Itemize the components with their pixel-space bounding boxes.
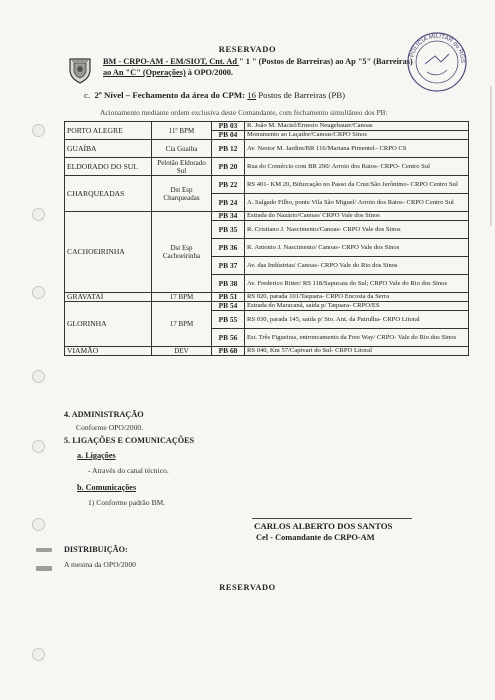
table-row: [65, 140, 469, 158]
city-cell: GLORINHA: [65, 302, 152, 347]
section-5b-text: 1) Conforme padrão BM.: [88, 498, 166, 507]
distribution-text: A mesma da OPO/2000: [64, 560, 136, 569]
pb-cell: PB 20: [212, 158, 245, 176]
table-row: [65, 122, 469, 131]
activation-note: Acionamento mediante ordem exclusiva deste Comandante, com fechamento simultâneo dos PB:: [100, 108, 388, 117]
ref-part-d: à OPO/2000.: [185, 68, 233, 77]
signatory-name: CARLOS ALBERTO DOS SANTOS: [254, 521, 393, 531]
pb-cell: PB 54: [212, 302, 245, 311]
location-cell: Estrada do Maracanã, saída p/ Taquara- CRPO/ES: [245, 302, 469, 311]
binder-clip: [36, 566, 52, 571]
table-row: [65, 176, 469, 194]
distribution-title: DISTRIBUIÇÃO:: [64, 545, 128, 554]
section-5-title: 5. LIGAÇÕES E COMUNICAÇÕES: [64, 436, 195, 445]
pb-cell: PB 55: [212, 311, 245, 329]
location-cell: RS 020, parada 101/Taquara- CRPO Encosta da Serra: [245, 293, 469, 302]
city-cell: PORTO ALEGRE: [65, 122, 152, 140]
pb-count-suffix: Postos de Barreiras (PB): [256, 90, 346, 100]
document-reference-line2: [103, 68, 233, 77]
location-cell: RS 030, parada 145, saída p/ Sto. Ant. da Patrulha- CRPO Litoral: [245, 311, 469, 329]
pb-cell: PB 12: [212, 140, 245, 158]
pb-cell: PB 04: [212, 131, 245, 140]
unit-cell: 11º BPM: [152, 122, 212, 140]
city-cell: GRAVATAÍ: [65, 293, 152, 302]
pb-cell: PB 03: [212, 122, 245, 131]
section-5a-title: a. Ligações: [77, 451, 116, 460]
location-cell: Av. Nestor M. Jardim/BR 116/Mariana Pimentel– CRPO CS: [245, 140, 469, 158]
pb-cell: PB 24: [212, 194, 245, 212]
binder-clip: [36, 548, 52, 552]
section-c-heading: [84, 90, 345, 100]
section-5b-title: b. Comunicações: [77, 483, 137, 492]
location-cell: Av. Frederico Ritter/ RS 118/Sapucaia do Sul; CRPO Vale do Rio dos Sinos: [245, 275, 469, 293]
table-row: [65, 347, 469, 356]
location-cell: Av. das Indústrias/ Canoas- CRPO Vale do Rio dos Sinos: [245, 257, 469, 275]
unit-cell: 17 BPM: [152, 293, 212, 302]
section-5a-text: - Através do canal técnico.: [88, 466, 169, 475]
section-c-title: 2º Nível – Fechamento da área do CPM:: [94, 90, 246, 100]
section-c-marker: c.: [84, 90, 91, 100]
page-edge-mark: [490, 86, 492, 226]
punch-hole: [32, 286, 45, 299]
punch-hole: [32, 648, 45, 661]
unit-cell: 17 BPM: [152, 302, 212, 347]
punch-hole: [32, 124, 45, 137]
location-cell: Estrada do Nazário/Canoas/ CRPO Vale dos Sinos: [245, 212, 469, 221]
svg-text:POLICIA MILITAR do RGS: POLICIA MILITAR do RGS: [409, 33, 466, 64]
section-4-text: Conforme OPO/2000.: [76, 423, 144, 432]
location-cell: RS 401- KM 20, Bifurcação no Passo da Cruz/São Jerônimo- CRPO Centro Sul: [245, 176, 469, 194]
city-cell: ELDORADO DO SUL: [65, 158, 152, 176]
crest-icon: [66, 56, 94, 84]
ref-part-c: ao An "C" (Operações): [103, 68, 186, 77]
location-cell: R. Antonio J. Nascimento/ Canoas- CRPO Vale dos Sinos: [245, 239, 469, 257]
table-row: [65, 158, 469, 176]
unit-cell: Dst Esp Cachoeirinha: [152, 212, 212, 293]
table-row: [65, 302, 469, 311]
table-row: [65, 212, 469, 221]
pb-cell: PB 34: [212, 212, 245, 221]
location-cell: Rua do Comércio com BR 290/ Arroio dos Ratos- CRPO- Centro Sul: [245, 158, 469, 176]
city-cell: VIAMÃO: [65, 347, 152, 356]
unit-cell: Dst Esp Charqueadas: [152, 176, 212, 212]
unit-cell: DEV: [152, 347, 212, 356]
header-classification: RESERVADO: [218, 44, 277, 54]
location-cell: Est. Três Figueiras, entroncamento da Free Way/ CRPO- Vale do Rio dos Sinos: [245, 329, 469, 347]
signatory-role: Cel - Comandante do CRPO-AM: [256, 533, 375, 542]
section-4-title: 4. ADMINISTRAÇÃO: [64, 410, 144, 419]
pb-cell: PB 36: [212, 239, 245, 257]
official-stamp-icon: [405, 30, 469, 94]
unit-cell: Cia Guaiba: [152, 140, 212, 158]
barrier-posts-table: [64, 121, 469, 356]
city-cell: CACHOEIRINHA: [65, 212, 152, 293]
pb-cell: PB 22: [212, 176, 245, 194]
pb-count: 16: [247, 90, 257, 100]
location-cell: R. João M. Maciel/Ernesto Neugebauer/Canoas: [245, 122, 469, 131]
location-cell: Monumento ao Laçador/Canoas/CRPO Sinos: [245, 131, 469, 140]
footer-classification: RESERVADO: [219, 583, 276, 592]
location-cell: A. Salgado Filho, ponte Vila São Miguel/ Arroio dos Ratos- CRPO Centro Sul: [245, 194, 469, 212]
location-cell: R. Cristiano J. Nascimento/Canoas- CRPO Vale dos Sinos: [245, 221, 469, 239]
punch-hole: [32, 440, 45, 453]
ref-part-a: BM - CRPO-AM - EM/SIOT, Cnt. Ad: [103, 57, 240, 66]
pb-cell: PB 35: [212, 221, 245, 239]
document-reference-line1: [103, 57, 413, 66]
city-cell: GUAÍBA: [65, 140, 152, 158]
pb-cell: PB 56: [212, 329, 245, 347]
city-cell: CHARQUEADAS: [65, 176, 152, 212]
table-row: [65, 293, 469, 302]
ref-part-b: " 1 " (Postos de Barreiras) ao Ap "5" (Barreiras): [239, 57, 413, 66]
signature-line: [252, 518, 412, 519]
pb-cell: PB 68: [212, 347, 245, 356]
pb-cell: PB 38: [212, 275, 245, 293]
punch-hole: [32, 370, 45, 383]
pb-cell: PB 51: [212, 293, 245, 302]
location-cell: RS 040, Km 57/Capivari do Sul- CRPO Litoral: [245, 347, 469, 356]
pb-cell: PB 37: [212, 257, 245, 275]
punch-hole: [32, 518, 45, 531]
punch-hole: [32, 208, 45, 221]
unit-cell: Pelotão Eldorado Sul: [152, 158, 212, 176]
